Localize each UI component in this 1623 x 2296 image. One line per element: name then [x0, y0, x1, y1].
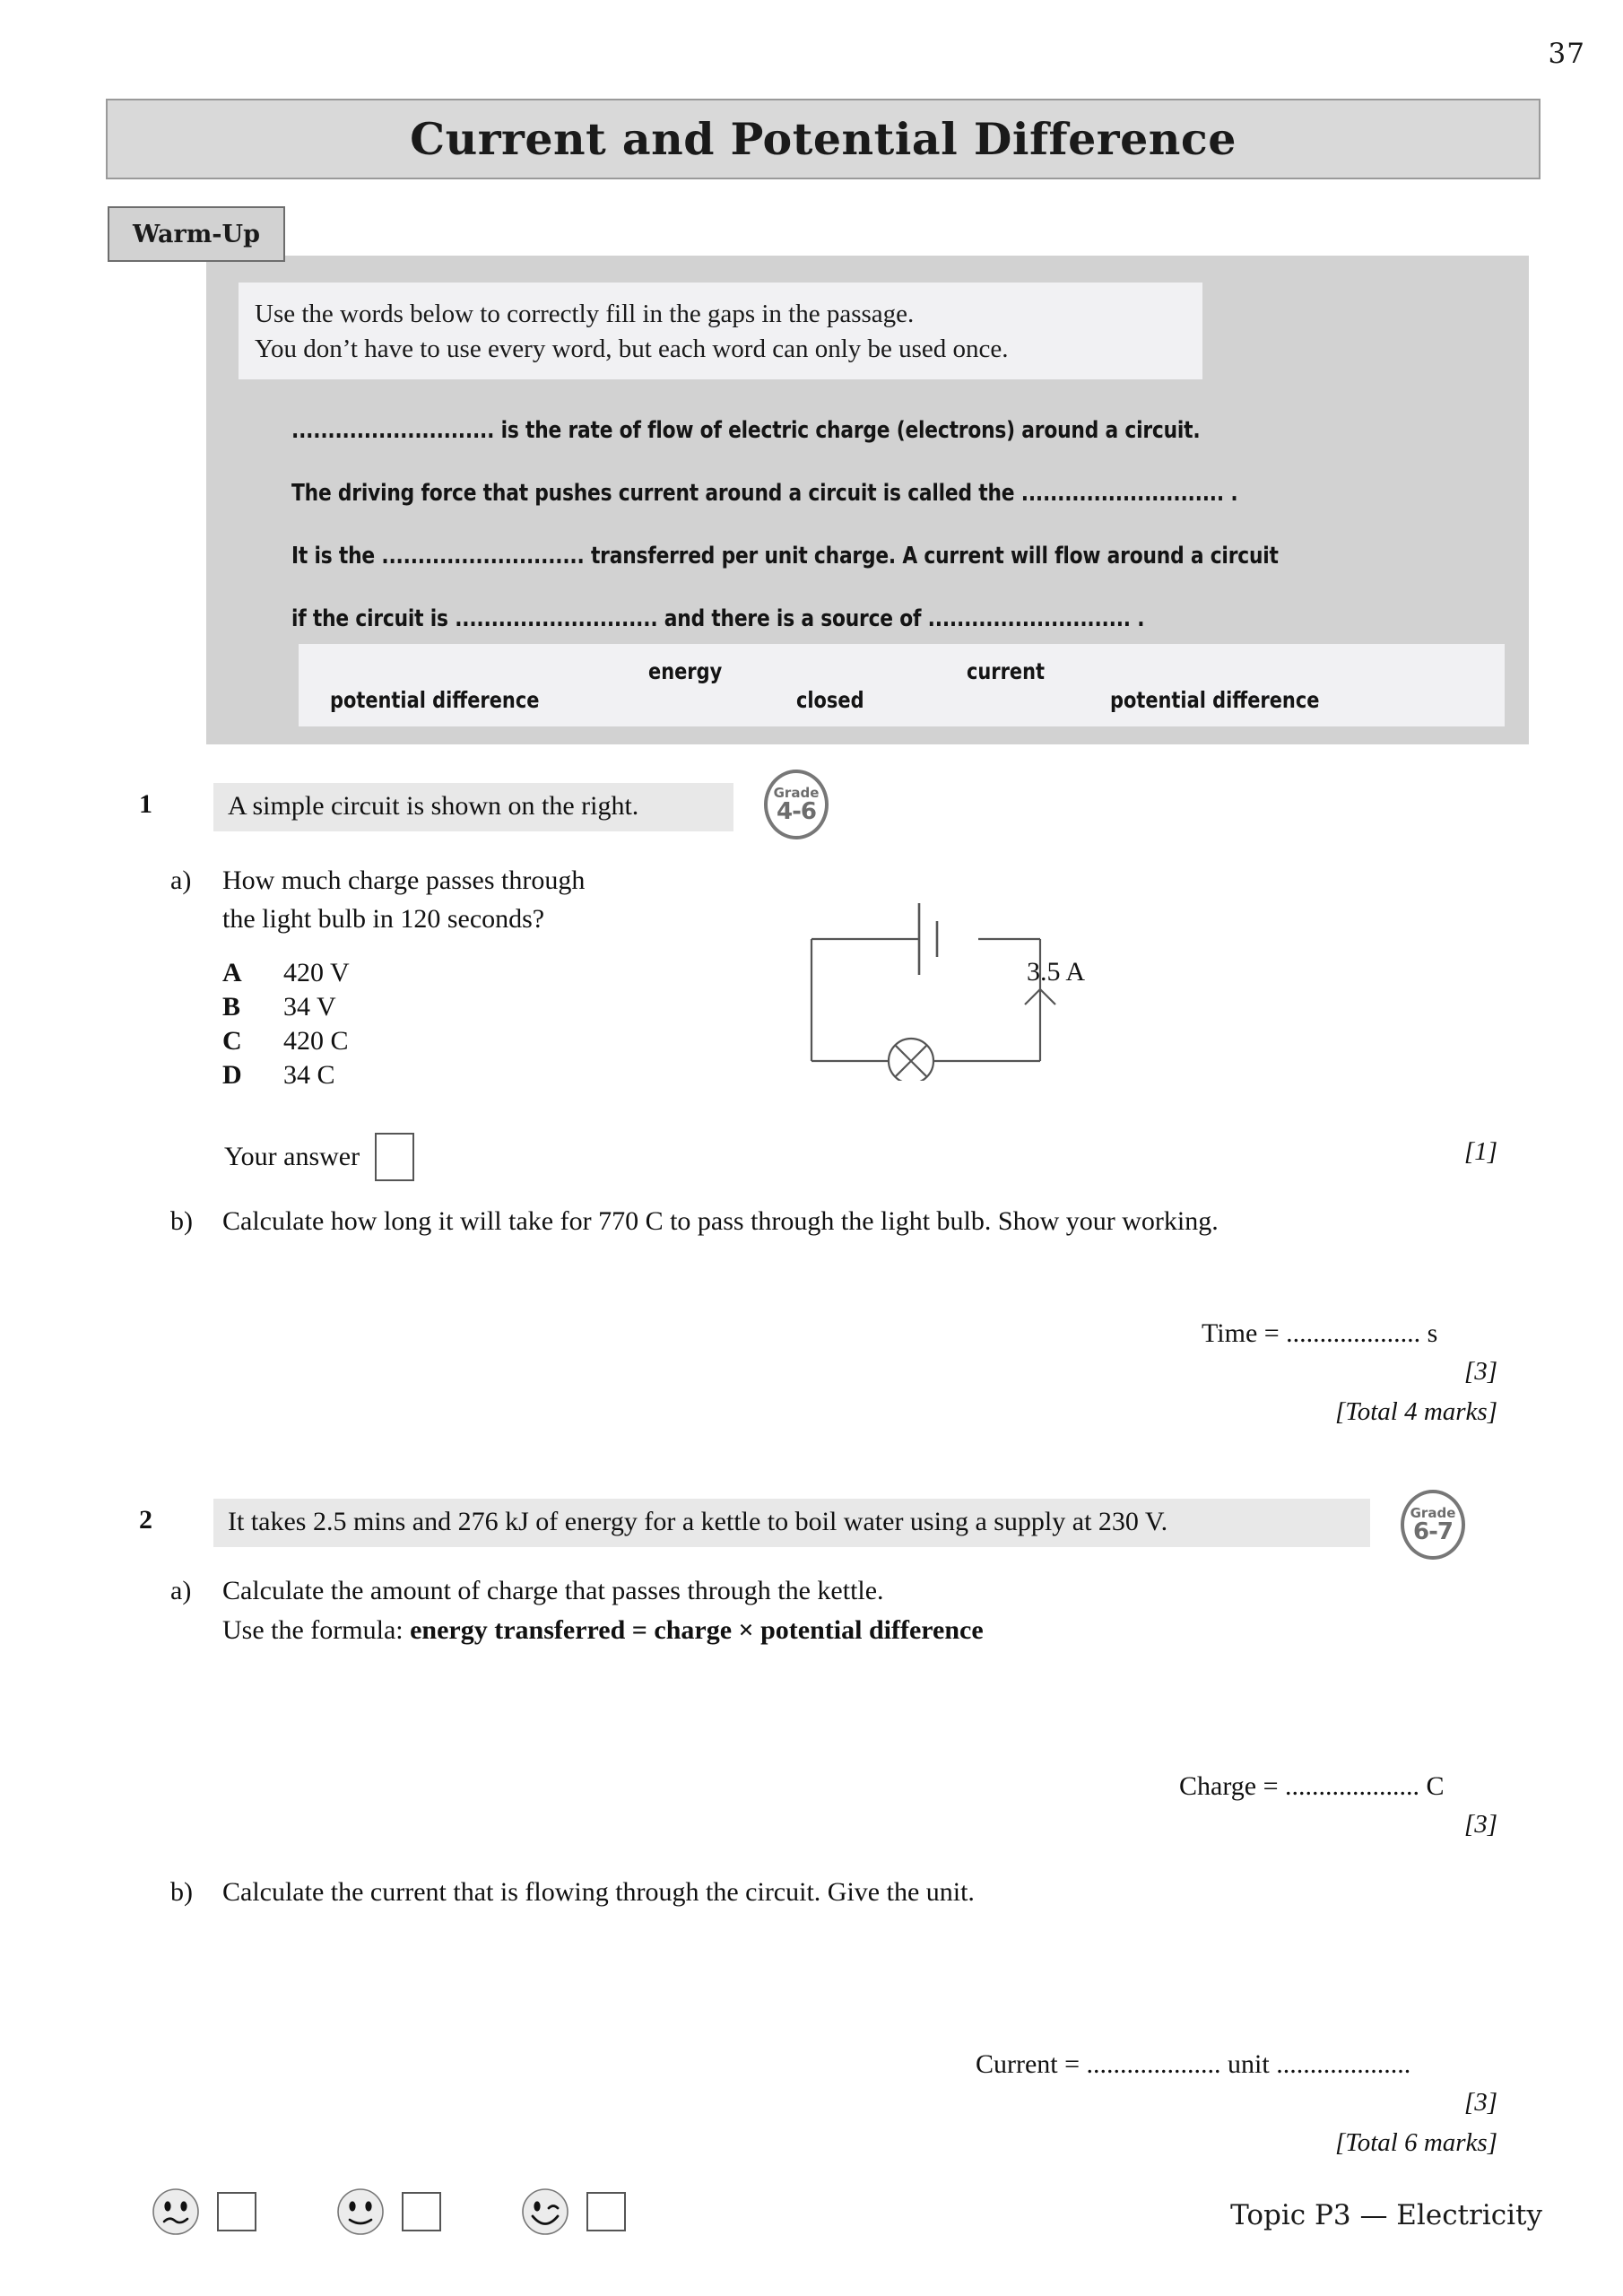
self-assessment-checkbox-3[interactable] [586, 2192, 626, 2231]
mcq-option-letter: B [222, 992, 241, 1022]
word-bank-item[interactable]: potential difference [330, 687, 540, 713]
circuit-current-label: 3.5 A [1027, 957, 1086, 987]
q2a-formula-prefix: Use the formula: [222, 1615, 411, 1645]
q1b-answer-prompt[interactable]: Time = .................... s [1202, 1318, 1438, 1348]
q2b-marks: [3] [1463, 2088, 1497, 2117]
q2b-answer-prompt[interactable]: Current = .................... unit .................... [976, 2049, 1411, 2079]
warmup-instruction-box [239, 283, 1202, 379]
q2a-formula-line [222, 1611, 984, 1649]
grade-stamp-label: Grade [773, 785, 820, 801]
q2a-marker: a) [170, 1576, 192, 1605]
mcq-option-value: 420 C [283, 1026, 349, 1056]
mcq-option[interactable] [222, 958, 350, 992]
page-title-bar [106, 99, 1541, 179]
passage-line-1: ............................ is the rate of flow of electric charge (electrons) around a circuit. [291, 417, 1201, 444]
passage-line-3: It is the ............................ transferred per unit charge. A current will flow around a circuit [291, 543, 1279, 570]
q2a-answer-prompt[interactable]: Charge = .................... C [1179, 1771, 1445, 1801]
word-bank-item[interactable]: current [967, 658, 1046, 684]
mcq-option-letter: D [222, 1060, 242, 1090]
grade-stamp-1 [764, 770, 829, 839]
q1a-options [222, 958, 350, 1094]
mcq-option-value: 420 V [283, 958, 350, 987]
q1a-text-line-2: the light bulb in 120 seconds? [222, 904, 545, 934]
word-bank-item[interactable]: energy [648, 658, 723, 684]
q2b-text: Calculate the current that is flowing through the circuit. Give the unit. [222, 1877, 975, 1907]
warmup-tab-label: Warm-Up [133, 220, 260, 248]
mcq-option-letter: C [222, 1026, 242, 1056]
circuit-diagram [803, 901, 1161, 1117]
self-assessment-item-1[interactable] [151, 2187, 256, 2237]
self-assessment-item-3[interactable] [520, 2187, 626, 2237]
grade-stamp-range: 6-7 [1413, 1518, 1453, 1545]
circuit-svg [803, 901, 1107, 1081]
q1b-marks: [3] [1463, 1357, 1497, 1386]
mcq-option-letter: A [222, 958, 242, 987]
neutral-face-icon [335, 2187, 386, 2237]
q1-total-marks: [Total 4 marks] [1334, 1397, 1497, 1426]
warmup-instruction-line-1: Use the words below to correctly fill in the gaps in the passage. [255, 300, 915, 328]
q2b-marker: b) [170, 1877, 193, 1907]
q2-total-marks: [Total 6 marks] [1334, 2128, 1497, 2157]
q1a-text-line-1: How much charge passes through [222, 865, 586, 895]
q1a-marker: a) [170, 865, 192, 895]
q1b-marker: b) [170, 1206, 193, 1236]
warmup-word-bank [299, 644, 1505, 726]
q1b-text: Calculate how long it will take for 770 C to pass through the light bulb. Show your working. [222, 1206, 1219, 1236]
question-1-stem: A simple circuit is shown on the right. [213, 783, 733, 831]
q1a-answer-box[interactable] [375, 1133, 414, 1181]
q1a-marks: [1] [1463, 1137, 1497, 1166]
grade-stamp-range: 4-6 [777, 798, 816, 825]
footer-topic: Topic P3 — Electricity [1230, 2199, 1542, 2231]
self-assessment-checkbox-2[interactable] [402, 2192, 441, 2231]
self-assessment-checkbox-1[interactable] [217, 2192, 256, 2231]
word-bank-item[interactable]: potential difference [1110, 687, 1320, 713]
mcq-option[interactable] [222, 1060, 350, 1094]
page-title: Current and Potential Difference [410, 113, 1237, 165]
happy-wink-face-icon [520, 2187, 570, 2237]
question-1-number: 1 [139, 789, 152, 819]
page-number: 37 [1548, 38, 1585, 70]
mcq-option[interactable] [222, 992, 350, 1026]
q2a-marks: [3] [1463, 1810, 1497, 1839]
grade-stamp-2 [1401, 1490, 1465, 1560]
word-bank-item[interactable]: closed [796, 687, 864, 713]
mcq-option[interactable] [222, 1026, 350, 1060]
grade-stamp-label: Grade [1410, 1505, 1456, 1521]
mcq-option-value: 34 V [283, 992, 336, 1022]
confused-face-icon [151, 2187, 201, 2237]
mcq-option-value: 34 C [283, 1060, 335, 1090]
warmup-instruction-line-2: You don’t have to use every word, but each word can only be used once. [255, 335, 1009, 363]
q1a-answer-label: Your answer [224, 1142, 360, 1171]
passage-line-4: if the circuit is ............................ and there is a source of ............................ . [291, 605, 1145, 632]
warmup-passage [291, 399, 1511, 650]
warmup-tab [108, 206, 285, 262]
q2a-text-line-1: Calculate the amount of charge that passes through the kettle. [222, 1576, 884, 1605]
self-assessment-item-2[interactable] [335, 2187, 441, 2237]
q2a-formula: energy transferred = charge × potential difference [410, 1615, 984, 1645]
question-2-stem: It takes 2.5 mins and 276 kJ of energy for a kettle to boil water using a supply at 230 V. [213, 1499, 1370, 1547]
question-2-number: 2 [139, 1505, 152, 1535]
passage-line-2: The driving force that pushes current around a circuit is called the ............................ . [291, 480, 1238, 507]
